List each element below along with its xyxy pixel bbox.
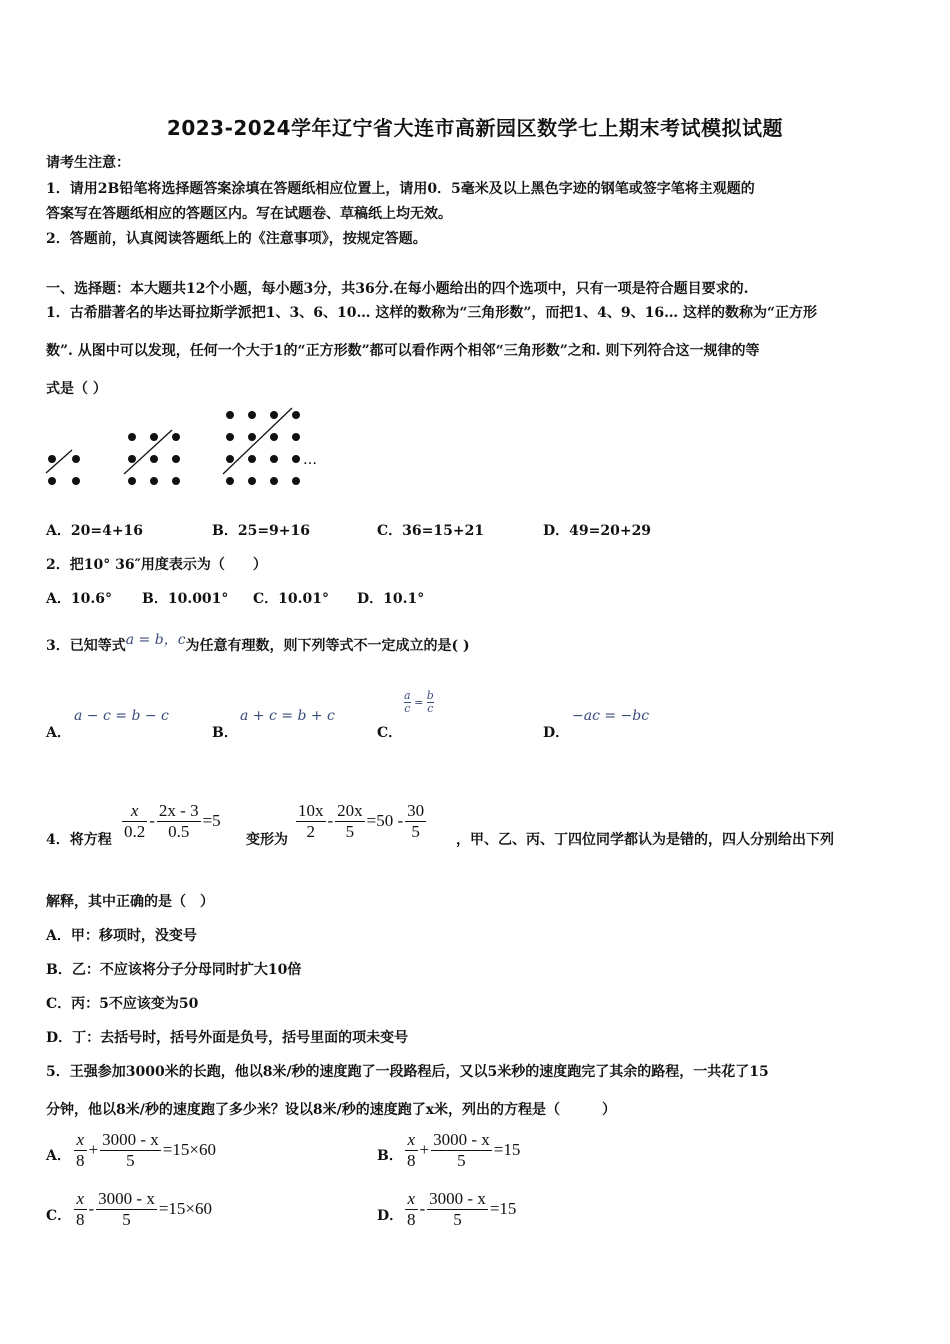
q3-option-c-label[interactable]: C． — [377, 725, 403, 741]
q2-stem: 2．把10° 36″用度表示为（ ） — [46, 557, 267, 573]
q5-option-b-label[interactable]: B． — [377, 1148, 403, 1164]
q4-equation-original: $\frac{x}{0.2}$ - $\frac{2x - 3}{0.5}$ =5 — [124, 801, 221, 841]
q3-option-d[interactable]: −ac = −bc — [572, 708, 650, 724]
q5-line-1: 5．王强参加3000米的长跑，他以8米/秒的速度跑了一段路程后，又以5米秒的速度跑完了其余的路程，一共花了15 — [46, 1064, 769, 1080]
q1-option-a[interactable]: A．20=4+16 — [46, 523, 144, 539]
q3-option-a-label[interactable]: A． — [46, 725, 71, 741]
q4-option-b[interactable]: B．乙：不应该将分子分母同时扩大10倍 — [46, 962, 302, 978]
q5-option-c-label[interactable]: C． — [46, 1208, 72, 1224]
q5-option-a-label[interactable]: A． — [46, 1148, 71, 1164]
square-numbers-figure — [40, 400, 340, 500]
q3-option-b[interactable]: a + c = b + c — [240, 708, 335, 724]
q5-option-a[interactable]: $\frac{x}{8}$ + $\frac{3000 - x}{5}$ =15×60 — [76, 1130, 216, 1170]
q1-line-3: 式是（ ） — [46, 381, 107, 397]
q3-option-b-label[interactable]: B． — [212, 725, 238, 741]
q5-option-c[interactable]: $\frac{x}{8}$ - $\frac{3000 - x}{5}$ =15×60 — [76, 1189, 213, 1229]
q5-option-d[interactable]: $\frac{x}{8}$ - $\frac{3000 - x}{5}$ =15 — [407, 1189, 517, 1229]
q4-stem-pre: 4．将方程 — [46, 832, 112, 848]
q4-option-c[interactable]: C．丙：5不应该变为50 — [46, 996, 199, 1012]
q1-option-d[interactable]: D．49=20+29 — [543, 523, 652, 539]
dot-figure-2x2 — [46, 450, 80, 485]
q5-option-b[interactable]: $\frac{x}{8}$ + $\frac{3000 - x}{5}$ =15 — [407, 1130, 521, 1170]
q4-stem-post: ，甲、乙、丙、丁四位同学都认为是错的，四人分别给出下列 — [456, 832, 834, 848]
dot-figure-3x3 — [124, 430, 180, 485]
q4-stem-line-2: 解释，其中正确的是（ ） — [46, 894, 214, 910]
q1-option-c[interactable]: C．36=15+21 — [377, 523, 485, 539]
q2-option-c[interactable]: C．10.01° — [253, 591, 329, 607]
q3-stem-post: 为任意有理数，则下列等式不一定成立的是( ) — [185, 638, 470, 654]
q5-option-d-label[interactable]: D． — [377, 1208, 404, 1224]
notice-line-1a: 1．请用2B铅笔将选择题答案涂填在答题纸相应位置上，请用0．5毫米及以上黑色字迹的钢笔或签字笔将主观题的 — [46, 181, 755, 197]
q3-given-equation: a = b，c — [125, 632, 186, 648]
q1-line-2: 数”. 从图中可以发现，任何一个大于1的“正方形数”都可以看作两个相邻“三角形数”之和. 则下列符合这一规律的等 — [46, 343, 760, 359]
q3-option-a[interactable]: a − c = b − c — [74, 708, 169, 724]
q3-stem-pre: 3．已知等式 — [46, 638, 126, 654]
section-heading: 一、选择题：本大题共12个小题，每小题3分，共36分.在每小题给出的四个选项中，只有一项是符合题目要求的. — [46, 281, 749, 297]
q1-option-b[interactable]: B．25=9+16 — [212, 523, 310, 539]
q2-option-b[interactable]: B．10.001° — [142, 591, 229, 607]
q3-option-d-label[interactable]: D． — [543, 725, 570, 741]
q4-option-d[interactable]: D．丁：去括号时，括号外面是负号，括号里面的项未变号 — [46, 1030, 409, 1046]
notice-line-1b: 答案写在答题纸相应的答题区内。写在试题卷、草稿纸上均无效。 — [46, 206, 452, 222]
q4-stem-mid: 变形为 — [246, 832, 288, 848]
figure-ellipsis: … — [303, 452, 317, 468]
q3-option-c[interactable]: $\frac{a}{c}$ = $\frac{b}{c}$ — [404, 689, 434, 716]
notice-heading: 请考生注意： — [46, 155, 130, 171]
q5-line-2: 分钟，他以8米/秒的速度跑了多少米？设以8米/秒的速度跑了x米，列出的方程是（ ） — [46, 1102, 617, 1118]
q2-option-a[interactable]: A．10.6° — [46, 591, 112, 607]
notice-line-2: 2．答题前，认真阅读答题纸上的《注意事项》，按规定答题。 — [46, 231, 427, 247]
q1-line-1: 1．古希腊著名的毕达哥拉斯学派把1、3、6、10… 这样的数称为“三角形数”，而把1、4、9、16… 这样的数称为“正方形 — [46, 305, 818, 321]
q4-option-a[interactable]: A．甲：移项时，没变号 — [46, 928, 197, 944]
q4-equation-transformed: $\frac{10x}{2}$ - $\frac{20x}{5}$ =50 - $\frac{30}{5}$ — [298, 801, 425, 841]
q2-option-d[interactable]: D．10.1° — [357, 591, 425, 607]
dot-figure-4x4 — [223, 408, 300, 485]
page-title: 2023-2024学年辽宁省大连市高新园区数学七上期末考试模拟试题 — [166, 116, 784, 140]
